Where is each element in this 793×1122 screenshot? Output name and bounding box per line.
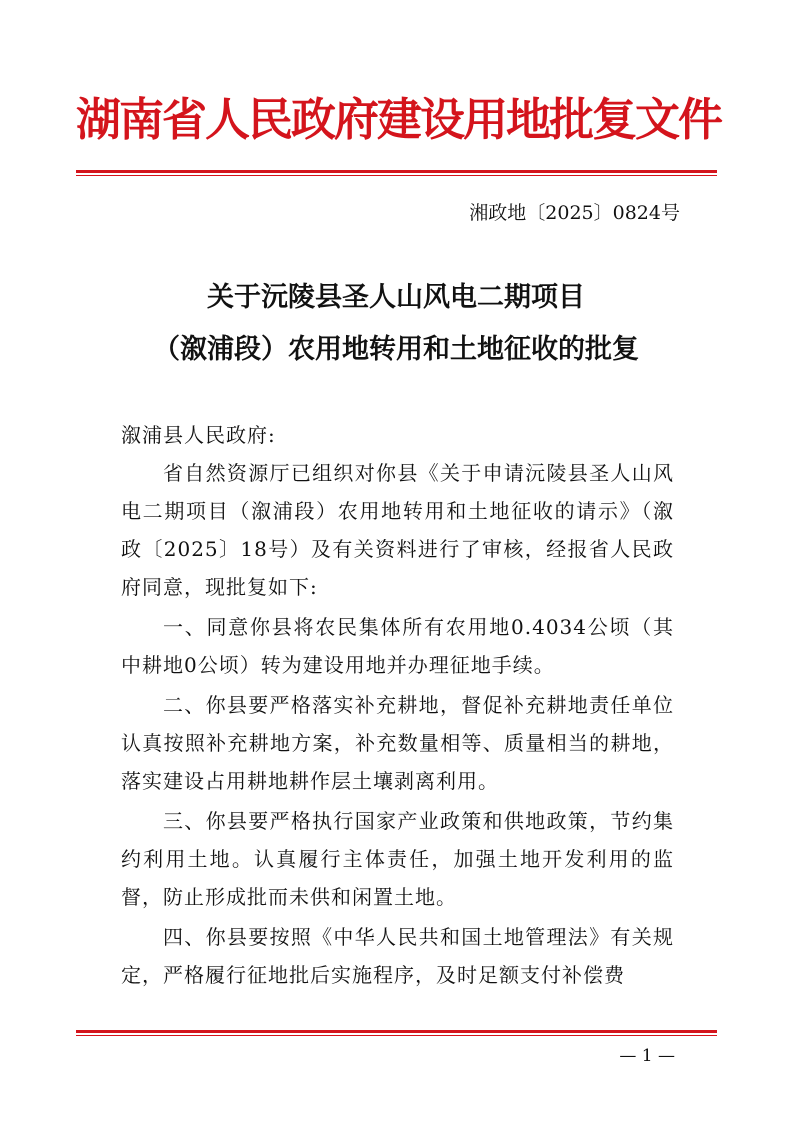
document-number: 湘政地〔2025〕0824号 [469, 202, 680, 224]
masthead-title: 湖南省人民政府建设用地批复文件 [76, 93, 722, 146]
footer-divider-thin [76, 1035, 717, 1036]
body-paragraph: 三、你县要严格执行国家产业政策和供地政策，节约集约利用土地。认真履行主体责任，加强土地开发利用的监督，防止形成批而未供和闲置土地。 [121, 809, 674, 909]
header-divider-thick [76, 170, 717, 173]
header-divider-thin [76, 175, 717, 176]
body-paragraph: 二、你县要严格落实补充耕地，督促补充耕地责任单位认真按照补充耕地方案，补充数量相等、质量相当的耕地，落实建设占用耕地耕作层土壤剥离利用。 [121, 693, 674, 793]
body-paragraph: 一、同意你县将农民集体所有农用地0.4034公顷（其中耕地0公顷）转为建设用地并办理征地手续。 [121, 615, 674, 677]
page-number: — 1 — [619, 1046, 675, 1066]
document-body [121, 416, 674, 994]
document-title-line-1: 关于沅陵县圣人山风电二期项目 [207, 282, 585, 313]
body-paragraph: 省自然资源厅已组织对你县《关于申请沅陵县圣人山风电二期项目（溆浦段）农用地转用和土地征收的请示》（溆政〔2025〕18号）及有关资料进行了审核，经报省人民政府同意，现批复如下: [121, 461, 674, 599]
body-paragraph: 四、你县要按照《中华人民共和国土地管理法》有关规定，严格履行征地批后实施程序，及时足额支付补偿费 [121, 925, 674, 987]
footer-divider-thick [76, 1030, 717, 1033]
document-title-line-2: （溆浦段）农用地转用和土地征收的批复 [153, 334, 639, 365]
addressee: 溆浦县人民政府: [121, 423, 276, 447]
